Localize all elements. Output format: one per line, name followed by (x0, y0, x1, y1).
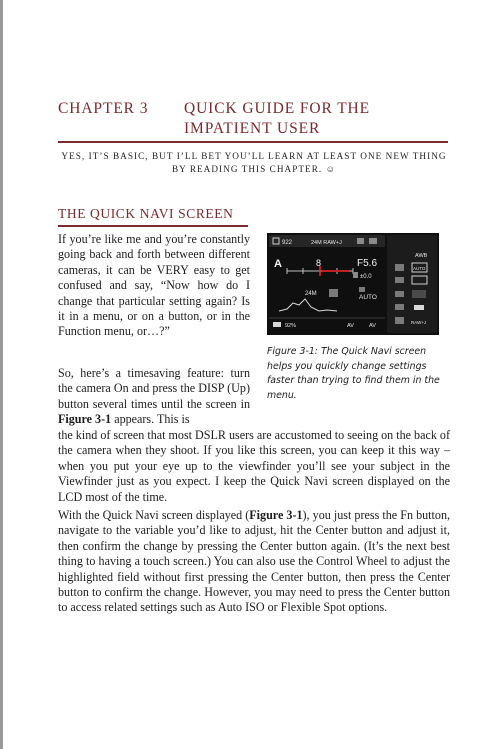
paragraph-3-rest: ), you just press the Fn button, navigate to the variable you’d like to adjust, hit the Center button and adjust it, then confirm the change by pressing the Center button again. (It’s the next best thing to having a touch screen.) You can also use the Control Wheel to adjust the highlighted field without first pressing the Center button, then press the Center button to confirm the change. However, you may need to press the Center button to access related settings such as Auto ISO or Flexible Spot options. (58, 508, 451, 615)
effect-icon (412, 290, 426, 298)
figure-caption: Figure 3-1: The Quick Navi screen helps you quickly change settings faster than trying to find them in the menu. (267, 346, 440, 401)
chapter-number: CHAPTER 3 (58, 100, 149, 117)
ev-icon (353, 272, 358, 278)
flash-icon (395, 277, 404, 283)
figure-reference: Figure 3-1 (249, 508, 303, 522)
paragraph-1-text: If you’re like me and you’re constantly going back and forth between different cameras, it can be VERY easy to get confused and say, “Now how do I change that particular setting again? Is it in a menu, or on a button, or in the Function menu, or…?” (58, 232, 250, 339)
shutter-marker: 8 (316, 258, 322, 268)
iso-readout: AUTO (359, 294, 377, 301)
paragraph-3-intro: With the Quick Navi screen displayed ( (58, 508, 250, 522)
paragraph-3 (58, 508, 450, 616)
focus-mode-icon (395, 304, 404, 310)
aspect-icon (414, 305, 424, 310)
quick-navi-screen-illustration (267, 233, 439, 335)
paragraph-2-intro: So, here’s a timesaving feature: turn the camera On and press the DISP (Up) button several times until the screen in (58, 366, 250, 411)
figure-reference: Figure 3-1 (58, 412, 112, 427)
paragraph-2-rest-text: the kind of screen that most DSLR users are accustomed to seeing on the back of the camera when they shoot. If you like this screen, you can keep it this way – when you put your eye up to the viewfinder you’ll see your subject in the Viewfinder just as you expect. I keep the Quick Navi screen displayed on the LCD most of the time. (58, 428, 450, 504)
page-edge-line (0, 0, 3, 749)
shooting-mode: A (274, 258, 282, 270)
section-title: THE QUICK NAVI SCREEN (58, 206, 234, 221)
white-balance-readout: AWB (415, 253, 428, 259)
chapter-subtitle: YES, IT’S BASIC, BUT I’LL BET YOU’LL LEARN AT LEAST ONE NEW THING BY READING THIS CHAPTER. ☺ (61, 151, 447, 174)
av-left-readout: AV (347, 323, 354, 329)
paragraph-2-top (58, 366, 250, 428)
drive-readout: 24M (305, 291, 317, 297)
section-rule (58, 225, 248, 227)
chapter-rule (58, 141, 448, 143)
aperture-value: F5.6 (357, 258, 378, 269)
chapter-title: QUICK GUIDE FOR THE IMPATIENT USER (184, 100, 371, 137)
face-detect-icon (369, 238, 377, 244)
dro-readout: AUTO (413, 266, 426, 271)
shot-count: 922 (282, 240, 293, 246)
battery-icon (273, 322, 281, 327)
exposure-comp: ±0.0 (360, 274, 372, 280)
stabilizer-icon (357, 238, 364, 244)
paragraph-1 (58, 232, 250, 340)
grid-icon (395, 317, 404, 324)
metering-icon (329, 289, 338, 297)
af-icon (395, 291, 404, 297)
battery-readout: 92% (285, 323, 297, 329)
av-right-readout: AV (369, 323, 376, 329)
raw-readout: RAW+J (411, 320, 427, 325)
scene-icon (395, 264, 404, 271)
quick-navi-screen-figure (267, 233, 439, 335)
quality-readout: 24M RAW+J (311, 240, 342, 246)
paragraph-2-rest (58, 428, 450, 505)
paragraph-2-mid: appears. This is (111, 412, 190, 427)
iso-icon (359, 287, 365, 292)
